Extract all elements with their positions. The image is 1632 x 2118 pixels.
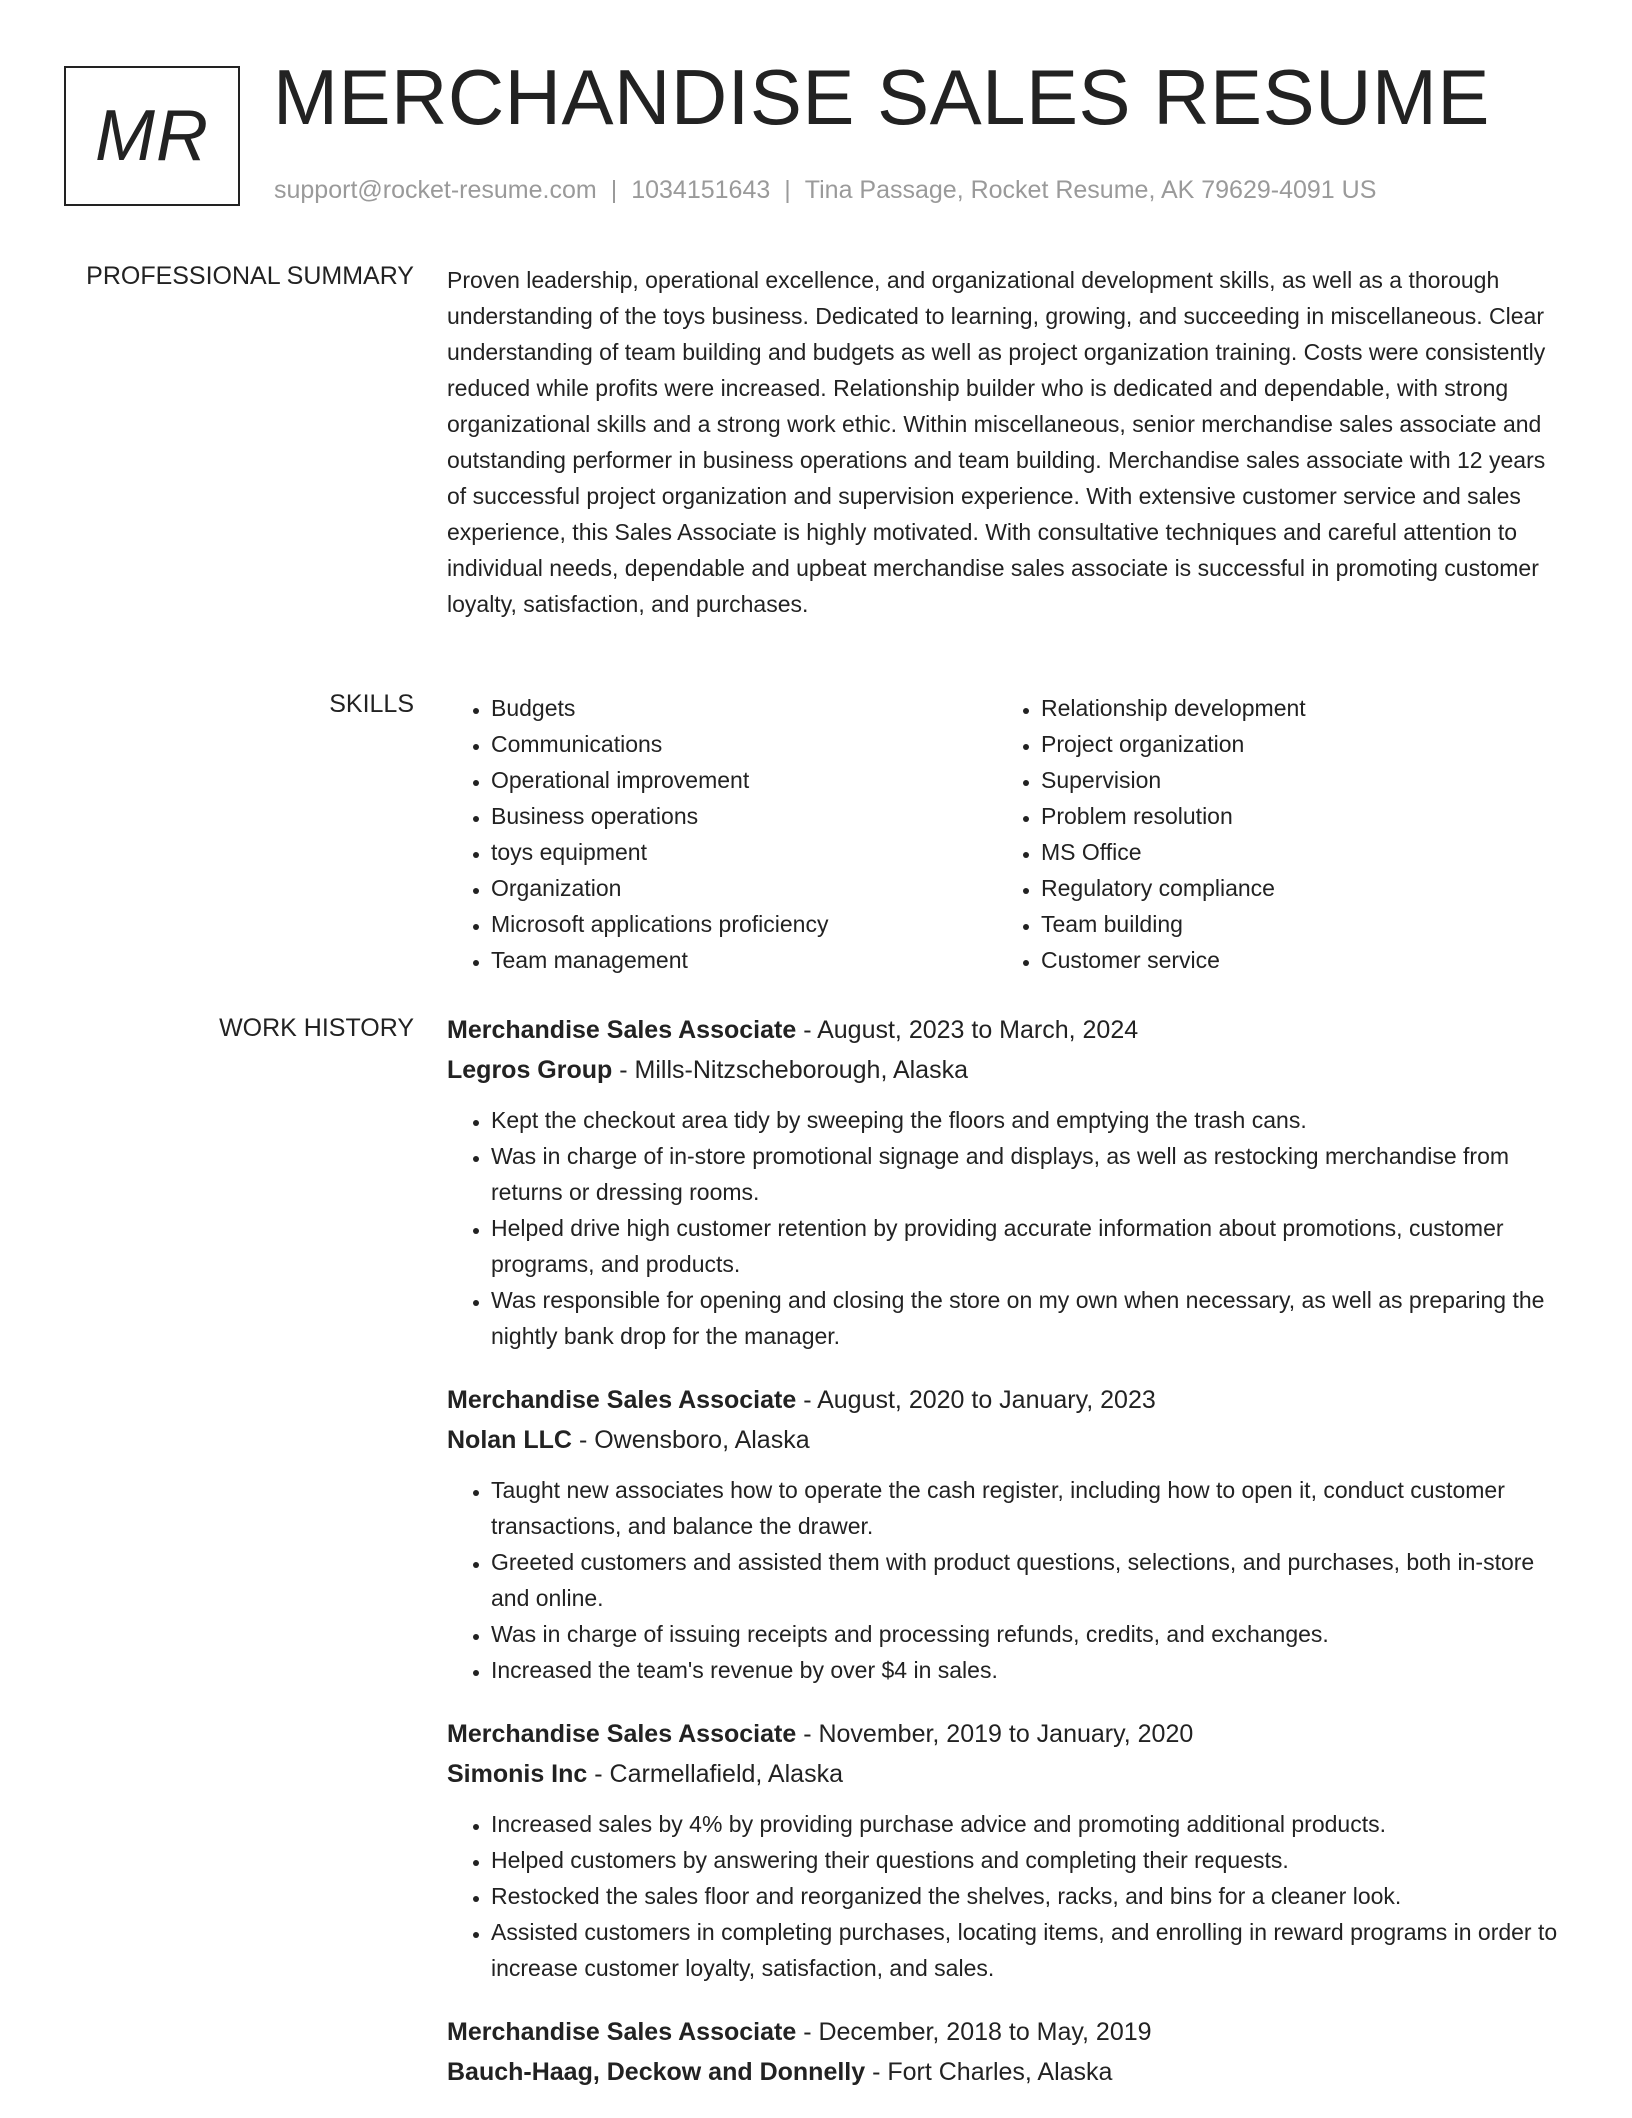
job-title: Merchandise Sales Associate	[447, 1720, 797, 1748]
contact-address: Tina Passage, Rocket Resume, AK 79629-4091 US	[804, 176, 1377, 204]
job-bullet: • Restocked the sales floor and reorganized the shelves, racks, and bins for a cleaner look.	[491, 1878, 1567, 1914]
skill-item: • Organization	[491, 870, 997, 906]
skills-body	[447, 690, 1567, 978]
job-entry	[447, 1010, 1567, 1354]
contact-separator: |	[610, 176, 618, 204]
job-title-line	[447, 2012, 1567, 2052]
contact-separator: |	[784, 176, 791, 204]
job-company: Nolan LLC	[447, 1426, 572, 1454]
job-company: Legros Group	[447, 1056, 613, 1084]
skill-item: • Operational improvement	[491, 762, 997, 798]
skill-item: • Project organization	[1041, 726, 1547, 762]
job-title: Merchandise Sales Associate	[447, 2018, 797, 2046]
skill-item: • MS Office	[1041, 834, 1547, 870]
job-company-line	[447, 2052, 1567, 2092]
resume-title: MERCHANDISE SALES RESUME	[273, 53, 1490, 141]
job-dates: - November, 2019 to January, 2020	[803, 1720, 1194, 1748]
job-bullet: • Greeted customers and assisted them with product questions, selections, and purchases, both in-store and online.	[491, 1544, 1567, 1616]
job-bullet: • Taught new associates how to operate the cash register, including how to open it, conduct customer transactions, and balance the drawer.	[491, 1472, 1567, 1544]
skill-item: • Microsoft applications proficiency	[491, 906, 997, 942]
job-bullet: • Kept the checkout area tidy by sweeping the floors and emptying the trash cans.	[491, 1102, 1567, 1138]
skills-column-left	[447, 690, 997, 978]
job-bullet: • Increased the team's revenue by over $4 in sales.	[491, 1652, 1567, 1688]
job-bullet: • Helped drive high customer retention by providing accurate information about promotions, customer programs, and products.	[491, 1210, 1567, 1282]
work-history-body	[447, 1010, 1567, 2118]
job-company: Bauch-Haag, Deckow and Donnelly	[447, 2058, 866, 2086]
skill-item: • toys equipment	[491, 834, 997, 870]
summary-body	[447, 262, 1567, 622]
job-company-line	[447, 1754, 1567, 1794]
job-bullet: • Assisted customers in completing purchases, locating items, and enrolling in reward programs in order to increase customer loyalty, satisfaction, and sales.	[491, 1914, 1567, 1986]
skill-item: • Budgets	[491, 690, 997, 726]
job-entry	[447, 1380, 1567, 1688]
job-company: Simonis Inc	[447, 1760, 588, 1788]
job-dates: - December, 2018 to May, 2019	[803, 2018, 1152, 2046]
job-bullets	[447, 1102, 1567, 1354]
skills-heading: SKILLS	[329, 690, 414, 718]
contact-email: support@rocket-resume.com	[274, 176, 597, 204]
job-dates: - August, 2023 to March, 2024	[803, 1016, 1139, 1044]
job-location: - Fort Charles, Alaska	[872, 2058, 1113, 2086]
skill-item: • Relationship development	[1041, 690, 1547, 726]
skill-item: • Team building	[1041, 906, 1547, 942]
job-bullet: • Was responsible for opening and closing the store on my own when necessary, as well as preparing the nightly bank drop for the manager.	[491, 1282, 1567, 1354]
summary-text: Proven leadership, operational excellence, and organizational development skills, as well as a thorough understanding of the toys business. Dedicated to learning, growing, and succeeding in miscellaneous. Clear understanding of team building and budgets as well as project organization training. Costs were consistently reduced while profits were increased. Relationship builder who is dedicated and dependable, with strong organizational skills and a strong work ethic. Within miscellaneous, senior merchandise sales associate and outstanding performer in business operations and team building. Merchandise sales associate with 12 years of successful project organization and supervision experience. With extensive customer service and sales experience, this Sales Associate is highly motivated. With consultative techniques and careful attention to individual needs, dependable and upbeat merchandise sales associate is successful in promoting customer loyalty, satisfaction, and purchases.	[447, 267, 1546, 617]
skill-item: • Regulatory compliance	[1041, 870, 1547, 906]
skill-item: • Business operations	[491, 798, 997, 834]
job-bullet: • Was in charge of issuing receipts and processing refunds, credits, and exchanges.	[491, 1616, 1567, 1652]
job-dates: - August, 2020 to January, 2023	[803, 1386, 1156, 1414]
skill-item: • Communications	[491, 726, 997, 762]
job-title: Merchandise Sales Associate	[447, 1016, 797, 1044]
job-company-line	[447, 1420, 1567, 1460]
skill-item: • Problem resolution	[1041, 798, 1547, 834]
job-title: Merchandise Sales Associate	[447, 1386, 797, 1414]
work-history-heading: WORK HISTORY	[219, 1014, 414, 1042]
job-bullet: • Was in charge of in-store promotional signage and displays, as well as restocking merchandise from returns or dressing rooms.	[491, 1138, 1567, 1210]
job-location: - Owensboro, Alaska	[578, 1426, 810, 1454]
skill-item: • Customer service	[1041, 942, 1547, 978]
job-title-line	[447, 1010, 1567, 1050]
initials: MR	[95, 96, 209, 176]
summary-heading: PROFESSIONAL SUMMARY	[86, 262, 414, 290]
contact-line	[274, 176, 1376, 205]
monogram-logo	[64, 66, 240, 206]
job-location: - Mills-Nitzscheborough, Alaska	[619, 1056, 968, 1084]
job-bullet: • Increased sales by 4% by providing purchase advice and promoting additional products.	[491, 1806, 1567, 1842]
skill-item: • Team management	[491, 942, 997, 978]
contact-phone: 1034151643	[631, 176, 771, 204]
job-bullets	[447, 1472, 1567, 1688]
job-entry	[447, 2012, 1567, 2092]
job-bullets	[447, 1806, 1567, 1986]
job-bullet: • Helped customers by answering their questions and completing their requests.	[491, 1842, 1567, 1878]
job-location: - Carmellafield, Alaska	[594, 1760, 843, 1788]
job-title-line	[447, 1380, 1567, 1420]
skills-column-right	[997, 690, 1547, 978]
job-company-line	[447, 1050, 1567, 1090]
job-title-line	[447, 1714, 1567, 1754]
skill-item: • Supervision	[1041, 762, 1547, 798]
job-entry	[447, 1714, 1567, 1986]
